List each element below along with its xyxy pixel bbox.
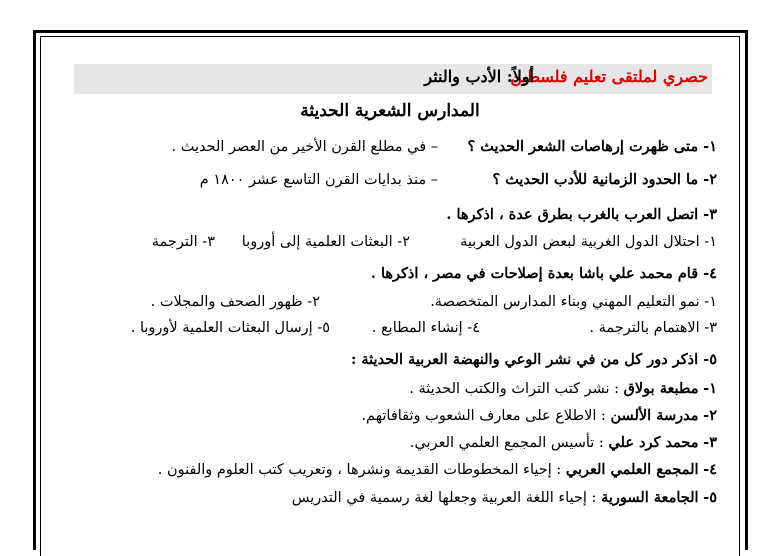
item-number: ٥- xyxy=(703,489,717,506)
brand-text: حصري لملتقى تعليم فلسطين xyxy=(510,67,708,86)
answer-1: – في مطلع القرن الأخير من العصر الحديث . xyxy=(171,139,438,155)
question-2: ٢- ما الحدود الزمانية للأدب الحديث ؟ xyxy=(492,171,717,188)
list-item xyxy=(292,488,717,508)
list-item xyxy=(410,433,717,453)
answer-3-1: ١- احتلال الدول الغربية لبعض الدول العربية xyxy=(460,234,717,250)
item-name: محمد كرد علي xyxy=(608,434,699,451)
item-name: المجمع العلمي العربي xyxy=(565,461,699,478)
question-1: ١- متى ظهرت إرهاصات الشعر الحديث ؟ xyxy=(467,138,717,155)
page-title: المدارس الشعرية الحديثة xyxy=(300,101,480,121)
question-5: ٥- اذكر دور كل من في نشر الوعي والنهضة العربية الحديثة : xyxy=(351,351,717,368)
list-item xyxy=(361,406,717,426)
item-name: مدرسة الألسن xyxy=(610,407,699,424)
section-heading: أولاً: الأدب والنثر xyxy=(424,67,534,86)
answer-4-1: ١- نمو التعليم المهني وبناء المدارس المتخصصة. xyxy=(430,294,717,310)
item-name: مطبعة بولاق xyxy=(623,380,699,397)
question-3: ٣- اتصل العرب بالغرب بطرق عدة ، اذكرها . xyxy=(446,206,717,223)
answer-3-2: ٢- البعثات العلمية إلى أوروبا xyxy=(241,234,410,250)
item-number: ٣- xyxy=(703,434,717,451)
list-item xyxy=(158,460,717,480)
item-desc: : نشر كتب التراث والكتب الحديثة . xyxy=(409,381,620,397)
item-desc: : الاطلاع على معارف الشعوب وثقافاتهم. xyxy=(361,408,606,424)
item-number: ١- xyxy=(703,380,717,397)
list-item xyxy=(409,379,717,399)
item-desc: : إحياء اللغة العربية وجعلها لغة رسمية في التدريس xyxy=(291,490,597,506)
item-number: ٤- xyxy=(703,461,717,478)
answer-3-3: ٣- الترجمة xyxy=(151,234,215,250)
item-desc: : تأسيس المجمع العلمي العربي. xyxy=(409,435,604,451)
answer-4-3: ٣- الاهتمام بالترجمة . xyxy=(589,320,717,336)
answer-4-2: ٢- ظهور الصحف والمجلات . xyxy=(150,294,320,310)
answer-2: – منذ بدايات القرن التاسع عشر ١٨٠٠ م xyxy=(199,172,438,188)
item-number: ٢- xyxy=(703,407,717,424)
answer-4-4: ٤- إنشاء المطابع . xyxy=(371,320,480,336)
item-name: الجامعة السورية xyxy=(601,489,699,506)
answer-4-5: ٥- إرسال البعثات العلمية لأوروبا . xyxy=(130,320,330,336)
item-desc: : إحياء المخطوطات القديمة ونشرها ، وتعريب كتب العلوم والفنون . xyxy=(157,462,562,478)
question-4: ٤- قام محمد علي باشا بعدة إصلاحات في مصر ، اذكرها . xyxy=(370,265,717,282)
